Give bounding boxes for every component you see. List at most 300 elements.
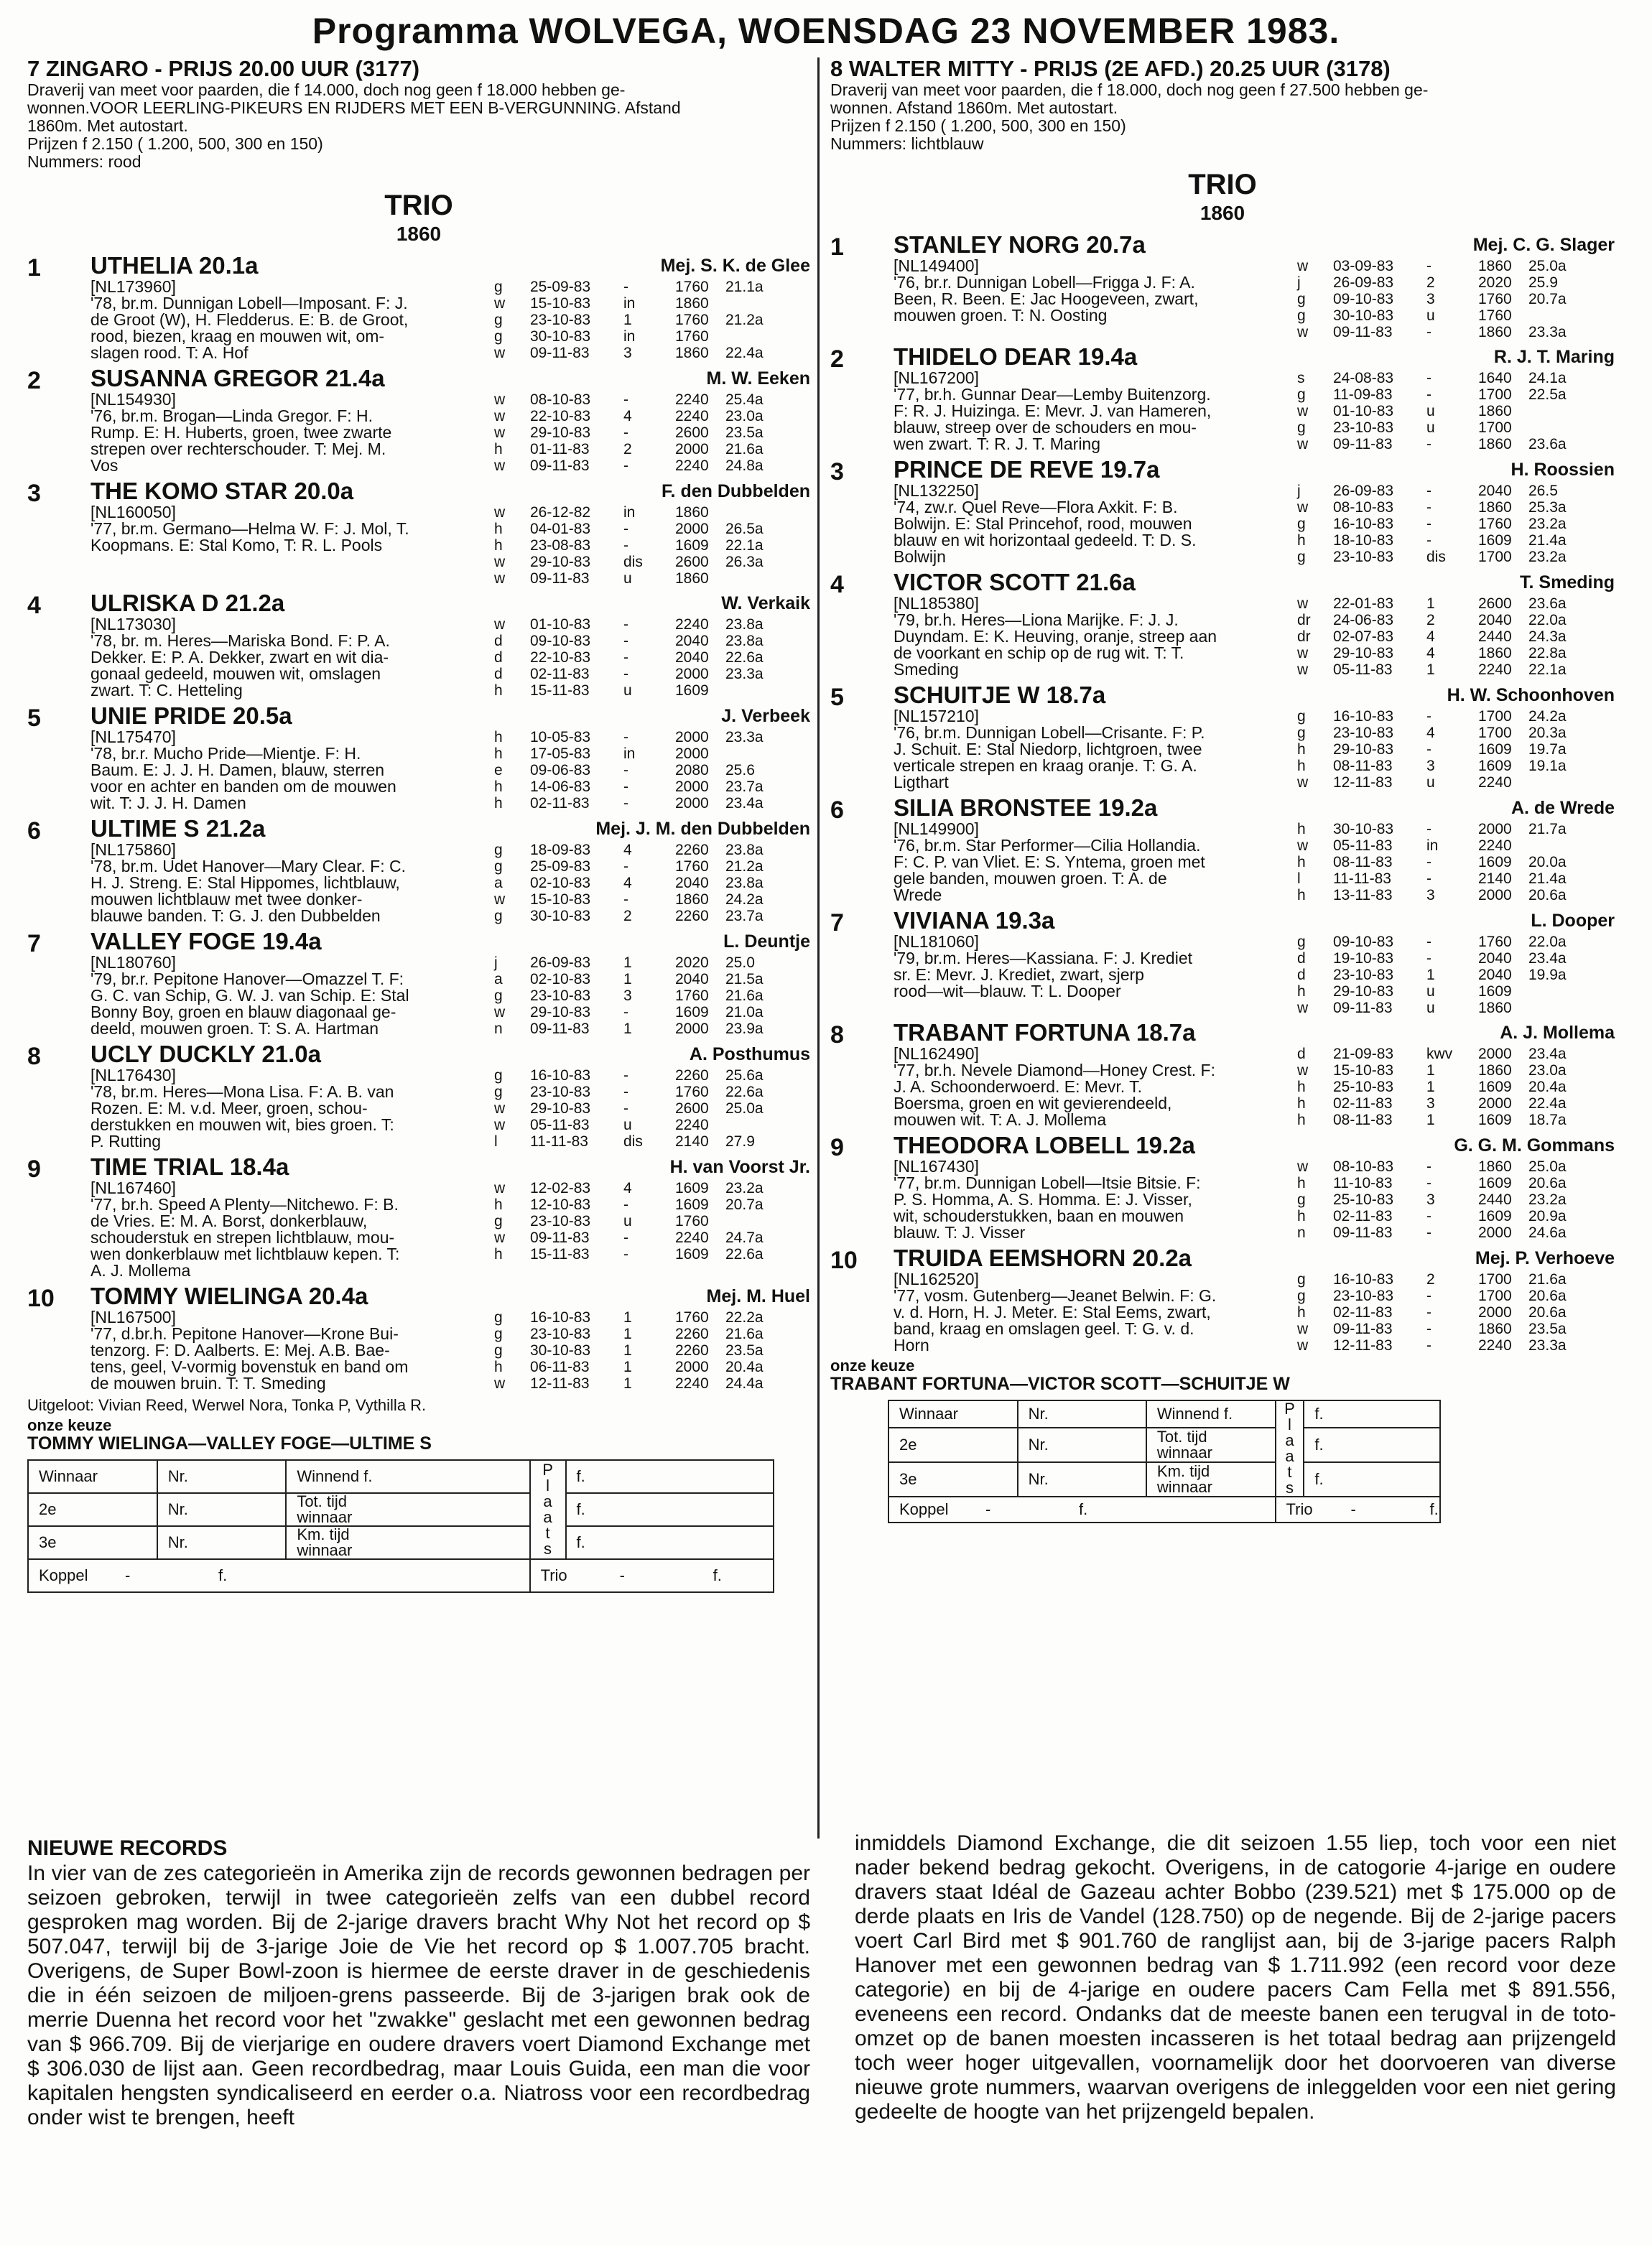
form-run [494,279,783,295]
track: w [1297,1321,1309,1337]
track: w [494,1117,506,1133]
track: g [494,1326,503,1342]
form-run [494,1100,783,1117]
date: 08-11-83 [1333,1112,1393,1128]
horse-name: ULRISKA D 21.2a [91,590,285,616]
distance: 2000 [1478,1304,1512,1321]
horse-number: 3 [27,480,41,507]
position: u [1426,983,1435,1000]
time: 20.6a [1528,1175,1567,1191]
track: g [1297,549,1306,565]
time: 21.4a [1528,870,1567,887]
time: 24.2a [725,891,764,908]
track: w [494,1004,506,1021]
horse-name: VALLEY FOGE 19.4a [91,928,322,954]
date: 16-10-83 [1333,1271,1394,1288]
position: 2 [1426,274,1435,291]
time [725,328,783,345]
form-cell-place: Winnaar [28,1460,157,1493]
form-plaats-label [530,1460,566,1559]
form-row [28,1526,774,1559]
form-label-line: winnaar [297,1508,353,1526]
plaats-letter: a [543,1492,552,1510]
position: 1 [1426,595,1435,612]
date: 02-11-83 [1333,1095,1393,1112]
track: g [494,858,503,875]
date: 11-11-83 [1333,870,1391,887]
track: w [494,1100,506,1117]
distance: 1609 [1478,854,1512,870]
date: 01-10-83 [530,616,591,633]
horse-pedigree-line: G. C. van Schip, G. W. J. van Schip. E: Stal [91,986,409,1005]
horse-pedigree-line: Baum. E: J. J. H. Damen, blauw, sterren [91,761,385,779]
date: 23-10-83 [530,1326,591,1342]
position: - [623,633,628,649]
position: 2 [1426,1271,1435,1288]
horse-number: 10 [830,1247,858,1274]
horse-registration: [NL149400] [894,256,979,275]
horse-name: TIME TRIAL 18.4a [91,1153,289,1180]
date: 26-09-83 [530,954,591,971]
race-type: TRIO [1188,169,1257,200]
track: g [494,842,503,858]
race-conditions-line: 1860m. Met autostart. [27,116,188,135]
time: 23.7a [725,778,764,795]
position: - [1426,516,1431,532]
position: u [623,1117,632,1133]
distance: 1860 [1478,436,1512,452]
horse-entry [830,908,1615,1015]
date: 09-06-83 [530,762,591,778]
distance: 2260 [675,1067,709,1084]
date: 12-02-83 [530,1180,591,1196]
horse-registration: [NL175470] [91,728,176,746]
page-title: Programma WOLVEGA, WOENSDAG 23 NOVEMBER 1983. [312,11,1340,51]
horse-registration: [NL167500] [91,1308,176,1326]
time: 21.6a [1528,1271,1567,1288]
position: - [1426,854,1431,870]
form-run [494,1375,783,1392]
distance: 1640 [1478,370,1512,386]
horse-form [494,616,783,699]
position: 1 [623,1326,632,1342]
track: h [494,745,503,762]
form-run [494,778,783,795]
track: j [1297,483,1301,499]
form-run [494,391,783,408]
time: 21.2a [725,312,764,328]
date: 29-10-83 [530,554,591,570]
track: h [1297,758,1306,774]
horse-number: 1 [27,254,41,282]
time: 22.1a [1528,661,1567,678]
horse-name: UTHELIA 20.1a [91,252,259,279]
form-cell-place: 3e [28,1526,157,1559]
distance: 1700 [1478,549,1512,565]
date: 12-11-83 [1333,774,1393,791]
form-run [1297,274,1586,291]
horse-pedigree-line: J. A. Schoonderwoerd. E: Mevr. T. [894,1077,1143,1096]
time: 25.3a [1528,499,1567,516]
horse-number: 7 [27,930,41,957]
horse-pedigree-line: rood—wit—blauw. T: L. Dooper [894,982,1121,1000]
position: 4 [623,408,632,424]
horse-number: 9 [27,1156,41,1183]
plaats-letter: a [543,1508,552,1526]
horse-name: TOMMY WIELINGA 20.4a [91,1283,368,1309]
time: 25.0a [725,1100,764,1117]
time: 21.0a [725,1004,764,1021]
form-run [494,633,783,649]
horse-number: 6 [27,817,41,845]
form-run [1297,612,1586,628]
form-run [1297,324,1586,340]
horse-name: ULTIME S 21.2a [91,815,266,842]
position: dis [623,1133,643,1150]
form-run [1297,1000,1586,1016]
time: 20.3a [1528,725,1567,741]
track: h [494,682,503,699]
horse-number: 6 [830,796,844,824]
distance: 2240 [675,457,709,474]
position: u [623,682,632,699]
horse-pedigree-line: '76, br.m. Dunnigan Lobell—Crisante. F: P. [894,723,1205,742]
time [1528,1000,1586,1016]
position: 4 [1426,645,1435,661]
time: 20.0a [1528,854,1567,870]
horse-pedigree-line: verticale strepen en kraag oranje. T: G. A. [894,756,1197,775]
time: 26.3a [725,554,764,570]
form-run [1297,1079,1586,1095]
distance: 2000 [1478,1046,1512,1062]
track: g [1297,291,1306,307]
column-divider [817,57,820,1839]
position: u [1426,403,1435,419]
distance: 2140 [1478,870,1512,887]
form-run [494,1359,783,1375]
date: 29-10-83 [530,424,591,441]
horse-registration: [NL162490] [894,1044,979,1063]
position: 2 [1426,612,1435,628]
date: 08-10-83 [1333,1158,1394,1175]
track: w [494,891,506,908]
date: 09-11-83 [1333,1224,1393,1241]
date: 30-10-83 [1333,821,1394,837]
race-distance: 1860 [1199,202,1245,224]
position: - [1426,1288,1431,1304]
distance: 1700 [1478,725,1512,741]
horse-number: 10 [27,1285,55,1312]
distance: 1860 [1478,1000,1512,1016]
horse-number: 8 [27,1043,41,1070]
time: 23.3a [725,729,764,745]
form-run [1297,645,1586,661]
position: 3 [1426,758,1435,774]
track: w [1297,1337,1309,1354]
date: 26-09-83 [1333,483,1394,499]
time: 23.3a [1528,1337,1567,1354]
track: h [1297,741,1306,758]
time: 22.6a [725,1246,764,1263]
form-row [888,1428,1440,1462]
date: 30-10-83 [530,1342,591,1359]
track: w [494,295,506,312]
track: w [1297,774,1309,791]
track: a [494,971,503,987]
horse-entry [27,816,810,924]
horse-pedigree-line: blauw. T: J. Visser [894,1223,1026,1242]
form-run [1297,821,1586,837]
position: - [1426,1304,1431,1321]
form-row [28,1493,774,1526]
horse-pedigree-line: '76, br.m. Star Performer—Cilia Hollandia. [894,836,1201,855]
time: 20.4a [725,1359,764,1375]
time: 18.7a [1528,1112,1567,1128]
distance: 2140 [675,1133,709,1150]
horse-pedigree-line: mouwen groen. T: N. Oosting [894,306,1108,325]
track: g [494,908,503,924]
date: 15-10-83 [530,295,591,312]
horse-pedigree-line: de mouwen bruin. T: T. Smeding [91,1374,326,1393]
horse-pedigree-line: rood, biezen, kraag en mouwen wit, om- [91,327,385,345]
form-label-line: Winnend f. [1156,1404,1233,1423]
form-run [494,1117,783,1133]
trio-label: Trio [540,1566,567,1584]
distance: 2040 [675,875,709,891]
position: - [1426,950,1431,967]
form-run [494,729,783,745]
distance: 2000 [1478,887,1512,903]
form-run [1297,291,1586,307]
position: - [1426,934,1431,950]
race-conditions-line: Prijzen f 2.150 ( 1.200, 500, 300 en 150) [27,134,323,153]
position: in [623,295,636,312]
time: 22.6a [725,1084,764,1100]
date: 30-10-83 [1333,307,1394,324]
form-run [494,328,783,345]
position: 4 [1426,725,1435,741]
result-form [27,1459,774,1593]
horse-registration: [NL149900] [894,819,979,838]
distance: 1760 [675,279,709,295]
position: u [1426,419,1435,436]
horse-pedigree-line: de Vries. E: M. A. Borst, donkerblauw, [91,1212,368,1230]
horse-entry [27,1154,810,1279]
date: 15-11-83 [530,682,590,699]
horse-form [494,1180,783,1263]
horse-pedigree-line: Bolwijn [894,547,946,566]
horse-form [494,842,783,924]
form-run [1297,258,1586,274]
time: 25.9 [1528,274,1558,291]
trio-label: Trio [1286,1500,1313,1518]
track: d [494,649,503,666]
form-run [494,521,783,537]
track: h [494,441,503,457]
position: 3 [1426,1191,1435,1208]
horse-registration: [NL180760] [91,953,176,972]
horse-pedigree-line: '78, br.r. Mucho Pride—Mientje. F: H. [91,744,361,763]
horse-pedigree-line: '76, br.m. Brogan—Linda Gregor. F: H. [91,406,373,425]
horse-entry [27,590,810,699]
date: 02-11-83 [1333,1304,1393,1321]
form-cell-label [286,1493,529,1526]
distance: 1609 [1478,741,1512,758]
horse-pedigree-line: J. Schuit. E: Stal Niedorp, lichtgroen, twee [894,740,1202,758]
date: 05-11-83 [530,1117,590,1133]
position: - [1426,483,1431,499]
form-label-line: Winnend f. [297,1467,373,1485]
date: 09-11-83 [530,570,590,587]
position: - [623,891,628,908]
position: 1 [623,312,632,328]
time: 25.6 [725,762,755,778]
time: 23.5a [725,424,764,441]
form-run [494,908,783,924]
horse-pedigree-line: P. Rutting [91,1132,162,1151]
date: 08-11-83 [1333,758,1393,774]
form-run [494,1309,783,1326]
form-run [494,1180,783,1196]
distance: 1609 [675,1246,709,1263]
track: w [1297,661,1309,678]
track: h [494,537,503,554]
distance: 2260 [675,1326,709,1342]
time: 19.1a [1528,758,1567,774]
track: w [494,504,506,521]
time: 22.1a [725,537,764,554]
track: h [1297,854,1306,870]
horse-pedigree-line: Koopmans. E: Stal Komo, T: R. L. Pools [91,536,383,554]
horse-entry [27,478,810,586]
time: 25.0a [1528,1158,1567,1175]
time [1528,774,1586,791]
horse-pedigree-line: Boersma, groen en wit gevierendeeld, [894,1094,1172,1112]
horse-pedigree-line: Vos [91,456,119,475]
distance: 1860 [675,295,709,312]
track: n [1297,1224,1306,1241]
track: a [494,875,503,891]
distance: 2000 [675,778,709,795]
race-conditions-line: Draverij van meet voor paarden, die f 14.000, doch nog geen f 18.000 hebben ge- [27,80,626,99]
horse-entry [830,682,1615,791]
time: 23.8a [725,875,764,891]
position: - [623,649,628,666]
date: 18-10-83 [1333,532,1394,549]
date: 23-10-83 [1333,549,1394,565]
horse-registration: [NL175860] [91,840,176,859]
date: 18-09-83 [530,842,591,858]
form-run [1297,950,1586,967]
time [725,682,783,699]
form-run [1297,1095,1586,1112]
form-cell-nr: Nr. [157,1526,287,1559]
time: 24.3a [1528,628,1567,645]
horse-driver: Mej. J. M. den Dubbelden [595,819,810,839]
distance: 1860 [1478,324,1512,340]
horse-form [1297,1271,1586,1354]
koppel-dash: - [125,1566,131,1584]
track: g [1297,516,1306,532]
horse-form [494,504,783,587]
date: 16-10-83 [530,1309,591,1326]
article-text-right: inmiddels Diamond Exchange, die dit seizoen 1.55 liep, toch voor een niet nader bekend bedrag gekocht. Overigens, in de catogorie 4-jarige en oudere dravers staat Idéal de Gazeau achter Bobbo (239.521) met $ 175.000 op de derde plaats en Iris de Vandel (128.750) op de negende. Bij de 2-jarige pacers voert Carl Bird met $ 901.760 de ranglijst aan, bij de 3-jarige pacers Ralph Hanover met een gewonnen bedrag van $ 1.711.992 (een record voor deze categorie) en bij de 4-jarige en oudere pacers Cam Fella met $ 891.556, eveneens een record. Ondanks dat de meeste banen een terugval in de toto-omzet op de banen moesten incasseren is het totaal bedrag aan prijzengeld toch weer hoger uitgevallen, voornamelijk door het doorvoeren van diverse nieuwe grote nummers, waarvan overigens de inleggelden voor een niet gering gedeelte de hoogte van het prijzengeld bepalen. [855,1831,1616,2124]
horse-driver: A. de Wrede [1511,798,1615,818]
horse-name: SILIA BRONSTEE 19.2a [894,794,1158,821]
form-run [494,554,783,570]
form-cell-label [1146,1462,1276,1497]
date: 25-09-83 [530,279,591,295]
form-cell-amount: f. [1304,1400,1440,1428]
form-run [1297,436,1586,452]
position: - [623,1230,628,1246]
horse-pedigree-line: wen donkerblauw met lichtblauw kepen. T: [91,1245,400,1263]
horse-driver: L. Dooper [1531,911,1615,931]
horse-registration: [NL173960] [91,277,176,296]
position: - [1426,1158,1431,1175]
track: g [494,328,503,345]
distance: 2000 [675,666,709,682]
form-cell-place: 2e [28,1493,157,1526]
position: - [1426,1208,1431,1224]
form-run [1297,307,1586,324]
time: 23.3a [725,666,764,682]
distance: 1700 [1478,386,1512,403]
date: 12-11-83 [530,1375,590,1392]
date: 22-10-83 [530,408,591,424]
position: 1 [623,1309,632,1326]
horse-entry [830,795,1615,903]
form-row-koppel [28,1559,774,1592]
form-run [494,971,783,987]
horse-entry [830,457,1615,565]
date: 19-10-83 [1333,950,1394,967]
position: - [1426,436,1431,452]
time: 23.3a [1528,324,1567,340]
position: 1 [623,971,632,987]
form-label-line: Tot. tijd [1156,1427,1207,1446]
position: - [623,537,628,554]
form-run [1297,386,1586,403]
position: - [623,795,628,812]
position: u [623,570,632,587]
plaats-letter: t [545,1524,550,1542]
track: w [494,570,506,587]
horse-name: THE KOMO STAR 20.0a [91,478,354,504]
time: 21.6a [725,441,764,457]
time: 21.5a [725,971,764,987]
distance: 2000 [1478,821,1512,837]
track: w [494,554,506,570]
position: - [623,457,628,474]
position: 1 [623,954,632,971]
form-label-line: winnaar [1156,1477,1212,1496]
form-run [1297,725,1586,741]
distance: 2600 [675,424,709,441]
horse-pedigree-line: '77, d.br.h. Pepitone Hanover—Krone Bui- [91,1324,399,1343]
horse-pedigree-line: Smeding [894,660,959,679]
horse-pedigree-line: wit, schouderstukken, baan en mouwen [894,1207,1184,1225]
horse-registration: [NL176430] [91,1066,176,1084]
form-run [494,987,783,1004]
horse-pedigree-line: '79, br.m. Heres—Kassiana. F: J. Krediet [894,949,1192,967]
track: g [494,987,503,1004]
form-run [1297,516,1586,532]
time: 22.0a [1528,934,1567,950]
time: 20.4a [1528,1079,1567,1095]
horse-pedigree-line: '78, br.m. Heres—Mona Lisa. F: A. B. van [91,1082,394,1101]
form-run [1297,854,1586,870]
